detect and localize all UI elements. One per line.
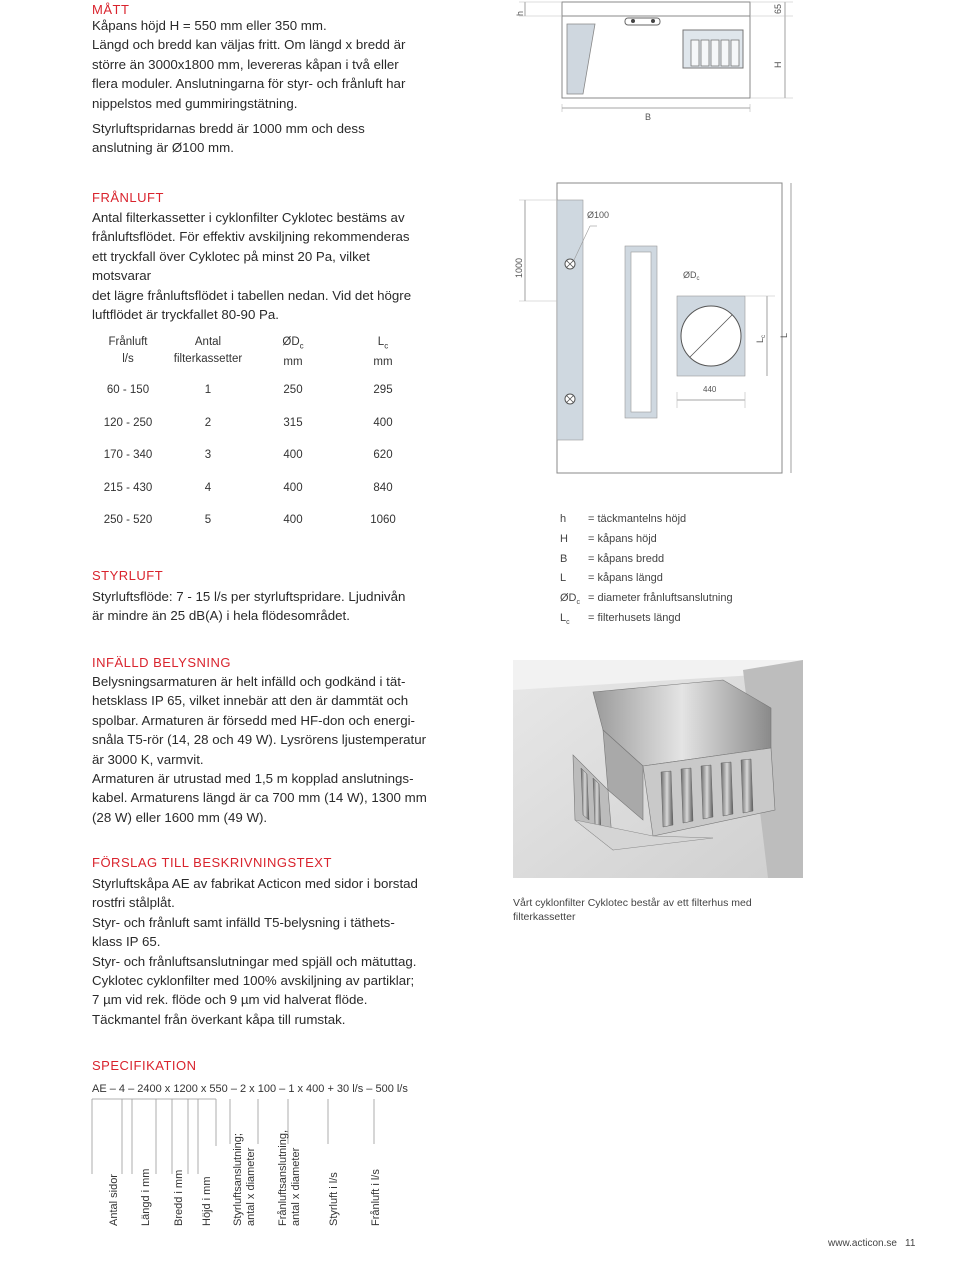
franluft-heading: FRÅNLUFT: [92, 190, 164, 205]
page-number: 11: [905, 1238, 916, 1249]
legend-item: $ØD_c$ = diameter frånluftsanslutning: [560, 592, 733, 607]
franluft-line: frånluftsflödet. För effektiv avskiljning rekommenderas: [92, 229, 410, 245]
table-cell: 1060: [370, 514, 396, 526]
table-cell: 400: [373, 416, 393, 429]
belysning-heading: INFÄLLD BELYSNING: [92, 655, 232, 670]
table-cell: 170 - 340: [103, 449, 153, 461]
legend-item: H = kåpans höjd: [560, 532, 657, 545]
beskrivning-line: 7 µm vid rek. flöde och 9 µm vid halverat flöde.: [92, 992, 368, 1008]
spec-label-franluftsanslutning: Frånluftsanslutning, antal x diameter: [277, 1130, 302, 1226]
styrluft-text: [92, 587, 432, 626]
matt-line: nippelstos med gummiringstätning.: [92, 95, 298, 111]
dimension-legend: [560, 512, 860, 631]
table-row: [88, 512, 428, 545]
dim-65-label: 65: [773, 3, 783, 14]
col-header-dc: $ØD_c$ mm: [282, 336, 304, 369]
dc-sub: c: [696, 276, 700, 282]
franluft-text: [92, 208, 432, 324]
matt-line: anslutning är Ø100 mm.: [92, 140, 234, 156]
belysning-line: Armaturen är utrustad med 1,5 m kopplad anslutnings-: [92, 771, 414, 787]
photo-caption: Vårt cyklonfilter Cyklotec består av ett filterhus med filterkassetter: [513, 897, 752, 923]
col-header-lc: $L_c$ mm: [373, 336, 393, 369]
spec-label-styrluftsanslutning: Styrluftsanslutning; antal x diameter: [232, 1133, 257, 1226]
matt-line: Kåpans höjd H = 550 mm eller 350 mm.: [92, 18, 327, 33]
table-cell: 620: [373, 449, 393, 461]
lc-label: L: [755, 337, 765, 343]
beskrivning-line: Styr- och frånluftsanslutningar med spjäll och mätuttag.: [92, 953, 417, 969]
beskrivning-line: klass IP 65.: [92, 934, 161, 950]
table-cell: 250 - 520: [103, 514, 153, 526]
dc-label: ØD: [683, 270, 697, 280]
h-dim-label: h: [515, 10, 525, 16]
franluft-line: Antal filterkassetter i cyklonfilter Cyklotec bestäms av: [92, 210, 405, 225]
B-dim-label: B: [645, 112, 652, 122]
table-row: [88, 382, 428, 415]
belysning-line: snåla T5-rör (14, 28 och 49 W). Lysrörens ljustemperatur: [92, 732, 427, 748]
svg-text:ØDc: [683, 270, 700, 282]
spec-label-styrluft: Styrluft i l/s: [328, 1172, 340, 1226]
beskrivning-heading: FÖRSLAG TILL BESKRIVNINGSTEXT: [92, 855, 332, 870]
franluft-line: det lägre frånluftsflödet i tabellen nedan. Vid det högre: [92, 287, 412, 303]
belysning-line: Belysningsarmaturen är helt infälld och godkänd i tät-: [92, 674, 406, 689]
table-cell: 315: [283, 416, 303, 429]
table-cell: 60 - 150: [106, 384, 150, 396]
table-row: [88, 415, 428, 448]
table-cell: 400: [283, 449, 303, 461]
matt-line: Styrluftspridarnas bredd är 1000 mm och dess: [92, 121, 365, 137]
table-cell: 400: [283, 481, 303, 494]
side-panel: [567, 24, 595, 94]
belysning-line: kabel. Armaturens längd är ca 700 mm (14 W), 1300 mm: [92, 790, 427, 806]
matt-line: flera moduler. Anslutningarna för styr- och frånluft har: [92, 76, 406, 92]
hood-side-diagram: [505, 0, 805, 165]
legend-item: $L_c$ = filterhusets längd: [560, 611, 681, 627]
belysning-line: hetsklass IP 65, vilket innebär att den är dammtät och: [92, 693, 409, 709]
legend-item: L = kåpans längd: [560, 572, 663, 585]
belysning-line: (28 W) eller 1600 mm (49 W).: [92, 809, 268, 825]
spec-label-langd: Längd i mm: [140, 1168, 152, 1226]
spec-label-antal-sidor: Antal sidor: [108, 1174, 120, 1226]
col-header-antal: Antal filterkassetter: [173, 336, 243, 365]
table-cell: 400: [283, 514, 303, 526]
dim-1000-label: 1000: [514, 257, 524, 278]
table-cell: 2: [204, 416, 212, 429]
svg-text:Lc: [755, 335, 767, 343]
belysning-text: [92, 672, 432, 827]
table-cell: 295: [373, 384, 393, 396]
belysning-line: spolbar. Armaturen är försedd med HF-don och energi-: [92, 712, 415, 728]
beskrivning-line: Styr- och frånluft samt infälld T5-belysning i täthets-: [92, 914, 395, 930]
flow-table: [88, 334, 428, 545]
table-cell: 4: [204, 481, 212, 494]
styrluft-heading: STYRLUFT: [92, 568, 164, 583]
spec-label-bredd: Bredd i mm: [173, 1169, 185, 1226]
footer-url[interactable]: www.acticon.se: [828, 1238, 897, 1249]
table-row: [88, 480, 428, 513]
cyklotec-photo: [513, 660, 803, 878]
table-cell: 3: [204, 449, 212, 461]
beskrivning-line: Täckmantel från överkant kåpa till rumstak.: [92, 1011, 346, 1027]
specifikation-heading: SPECIFIKATION: [92, 1058, 197, 1073]
table-cell: 1: [204, 384, 212, 396]
plan-outline: [557, 183, 782, 473]
franluft-line: luftflödet är tryckfallet 80-90 Pa.: [92, 307, 279, 323]
table-cell: 215 - 430: [103, 481, 153, 494]
spec-label-hojd: Höjd i mm: [201, 1176, 213, 1226]
table-row: [88, 447, 428, 480]
H-dim-label: H: [773, 61, 783, 68]
table-cell: 840: [373, 481, 393, 494]
dim-d100-label: Ø100: [587, 210, 610, 220]
table-cell: 5: [204, 514, 212, 526]
table-cell: 120 - 250: [103, 416, 153, 429]
spec-label-franluft: Frånluft i l/s: [370, 1169, 382, 1226]
legend-item: B = kåpans bredd: [560, 552, 665, 565]
beskrivning-line: rostfri stålplåt.: [92, 895, 175, 911]
col-header-franluft: Frånluft l/s: [108, 336, 148, 365]
cover-outline: [562, 2, 750, 16]
matt-heading: MÅTT: [92, 2, 130, 17]
hood-plan-diagram: [505, 178, 805, 478]
belysning-line: är 3000 K, varmvit.: [92, 751, 204, 767]
L-dim-label: L: [779, 332, 789, 338]
matt-text: [92, 16, 422, 158]
beskrivning-line: Styrluftskåpa AE av fabrikat Acticon med sidor i borstad: [92, 876, 418, 891]
styrluft-line: är mindre än 25 dB(A) i hela flödesområdet.: [92, 608, 350, 624]
legend-item: h = täckmantelns höjd: [560, 513, 687, 525]
table-cell: 250: [283, 384, 303, 396]
beskrivning-text: [92, 874, 432, 1029]
dim-440-label: 440: [703, 385, 717, 394]
franluft-line: ett tryckfall över Cyklotec på minst 20 Pa, vilket motsvarar: [92, 248, 370, 284]
matt-line: större än 3000x1800 mm, levereras kåpan i två eller: [92, 56, 399, 72]
matt-line: Längd och bredd kan väljas fritt. Om längd x bredd är: [92, 37, 406, 53]
styrluft-line: Styrluftsflöde: 7 - 15 l/s per styrluftspridare. Ljudnivån: [92, 589, 406, 604]
lc-sub: c: [761, 334, 767, 338]
beskrivning-line: Cyklotec cyklonfilter med 100% avskiljning av partiklar;: [92, 973, 415, 989]
spec-code: AE – 4 – 2400 x 1200 x 550 – 2 x 100 – 1 x 400 + 30 l/s – 500 l/s: [92, 1083, 408, 1095]
